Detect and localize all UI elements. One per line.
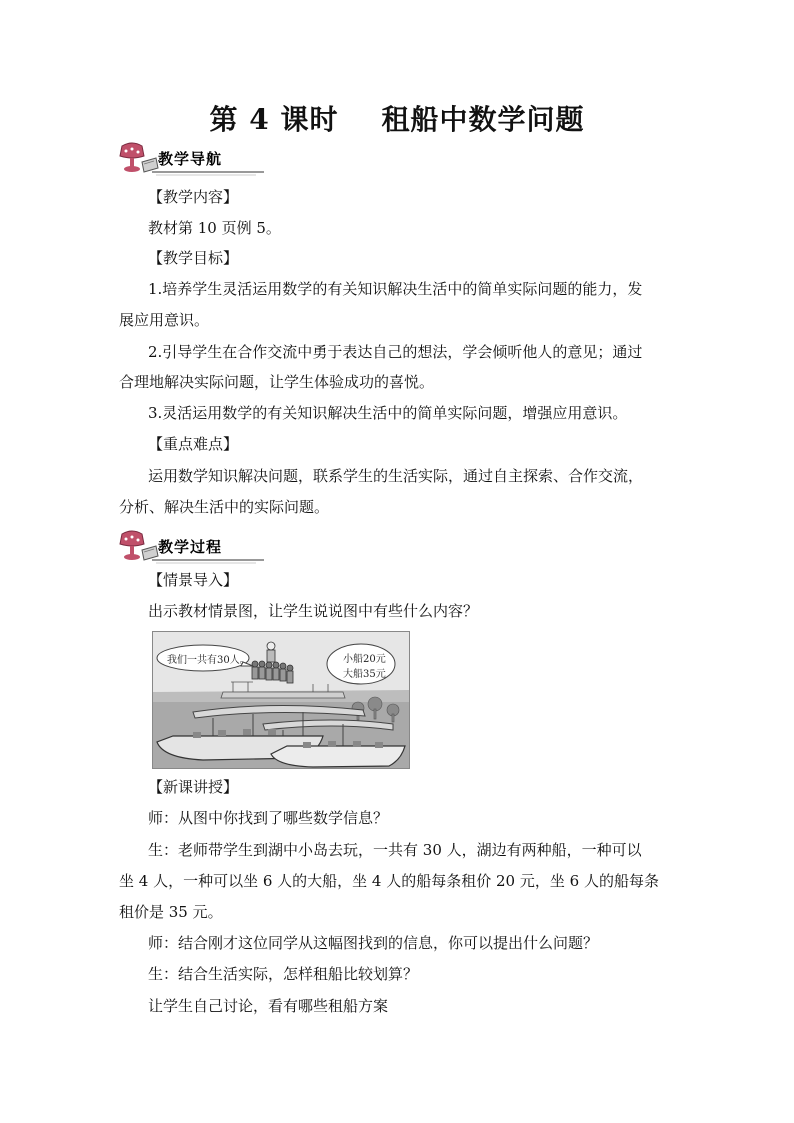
- paragraph: 展应用意识。: [119, 311, 210, 329]
- paragraph: 坐 4 人，一种可以坐 6 人的大船，坐 4 人的船每条租价 20 元，坐 6 人的船每条: [119, 872, 659, 890]
- paragraph: 出示教材情景图，让学生说说图中有些什么内容？: [148, 602, 479, 620]
- speech-bubble-left: 我们一共有30人。: [167, 655, 250, 666]
- heading-content: 【教学内容】: [148, 188, 239, 206]
- paragraph: 让学生自己讨论，看有哪些租船方案: [148, 997, 389, 1015]
- page-title: 第 4 课时 租船中数学问题: [209, 103, 585, 136]
- paragraph: 教材第 10 页例 5。: [148, 219, 281, 237]
- paragraph: 租价是 35 元。: [119, 903, 223, 921]
- paragraph: 师：从图中你找到了哪些数学信息？: [148, 809, 389, 827]
- banner-label: 教学过程: [158, 538, 223, 556]
- paragraph: 运用数学知识解决问题，联系学生的生活实际，通过自主探索、合作交流，: [148, 467, 644, 485]
- heading-goals: 【教学目标】: [148, 249, 239, 267]
- scene-illustration: [152, 631, 410, 769]
- section-banner-guide: [116, 142, 266, 176]
- paragraph: 合理地解决实际问题，让学生体验成功的喜悦。: [119, 373, 435, 391]
- paragraph: 分析、解决生活中的实际问题。: [119, 498, 330, 516]
- banner-label: 教学导航: [158, 150, 223, 168]
- speech-bubble-right-line1: 小船20元: [343, 654, 386, 665]
- section-banner-process: [116, 530, 266, 564]
- heading-intro: 【情景导入】: [148, 571, 239, 589]
- heading-new-lesson: 【新课讲授】: [148, 778, 239, 796]
- heading-key-points: 【重点难点】: [148, 435, 239, 453]
- paragraph: 师：结合刚才这位同学从这幅图找到的信息，你可以提出什么问题？: [148, 934, 599, 952]
- paragraph: 2.引导学生在合作交流中勇于表达自己的想法，学会倾听他人的意见；通过: [148, 343, 643, 361]
- paragraph: 生：结合生活实际，怎样租船比较划算？: [148, 965, 419, 983]
- paragraph: 1.培养学生灵活运用数学的有关知识解决生活中的简单实际问题的能力，发: [148, 280, 643, 298]
- speech-bubble-right-line2: 大船35元: [343, 669, 386, 680]
- paragraph: 3.灵活运用数学的有关知识解决生活中的简单实际问题，增强应用意识。: [148, 404, 628, 422]
- paragraph: 生：老师带学生到湖中小岛去玩，一共有 30 人，湖边有两种船，一种可以: [148, 841, 642, 859]
